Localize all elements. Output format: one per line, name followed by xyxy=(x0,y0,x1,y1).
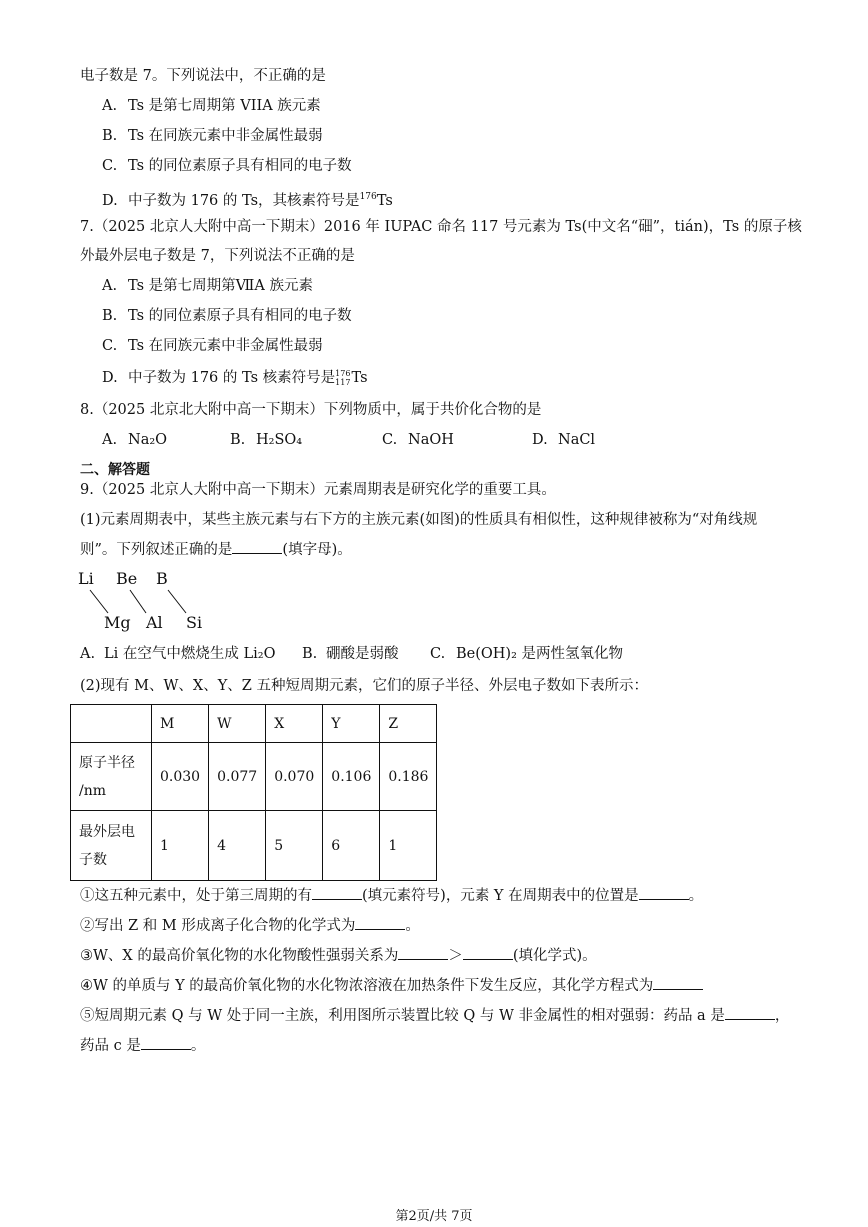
option-key: C. xyxy=(382,432,398,448)
q7-stem-line1: 7.（2025 北京人大附中高一下期末）2016 年 IUPAC 命名 117 号元素为 Ts(中文名“鿬”，tián)，Ts 的原子核 xyxy=(80,219,802,235)
option-key: C. xyxy=(430,646,446,662)
answer-blank[interactable] xyxy=(398,947,448,960)
q6-stem-tail: 电子数是 7。下列说法中，不正确的是 xyxy=(80,68,326,84)
q6-option-d[interactable] xyxy=(102,187,393,211)
q8-stem: 8.（2025 北京北大附中高一下期末）下列物质中，属于共价化合物的是 xyxy=(80,402,542,418)
atomic-number: 117 xyxy=(335,378,351,387)
text: (填元素符号)，元素 Y 在周期表中的位置是 xyxy=(362,888,639,904)
text: ②写出 Z 和 M 形成离子化合物的化学式为 xyxy=(80,918,356,934)
option-key: B. xyxy=(102,128,118,144)
option-key: D. xyxy=(102,370,118,386)
option-text: Na₂O xyxy=(128,432,168,448)
sub-question-5-cont xyxy=(80,1036,205,1056)
q8-option-c[interactable] xyxy=(382,430,454,450)
text: 。 xyxy=(190,1038,206,1054)
table-row xyxy=(71,811,437,881)
option-text: 中子数为 176 的 Ts，其核素符号是 xyxy=(128,192,360,209)
answer-blank[interactable] xyxy=(355,917,405,930)
option-key: A. xyxy=(102,98,118,114)
text: 药品 c 是 xyxy=(80,1038,141,1054)
option-text: Ts 是第七周期第ⅦA 族元素 xyxy=(128,278,313,294)
table-cell: 5 xyxy=(266,811,323,881)
q7-option-b[interactable] xyxy=(102,306,352,326)
diagonal-line xyxy=(90,590,108,613)
page-footer: 第2页/共 7页 xyxy=(395,1209,473,1224)
q7-option-c[interactable] xyxy=(102,336,323,356)
q7-option-a[interactable] xyxy=(102,276,313,296)
option-key: A. xyxy=(102,278,118,294)
label-line: 最外层电 xyxy=(79,823,135,840)
table-header-cell: Y xyxy=(323,705,380,743)
label-line: 子数 xyxy=(79,851,107,868)
text: (填字母)。 xyxy=(282,542,352,558)
table-cell: 0.077 xyxy=(209,743,266,811)
q6-option-b[interactable] xyxy=(102,126,323,146)
option-text: 中子数为 176 的 Ts 核素符号是 xyxy=(128,370,336,386)
answer-blank[interactable] xyxy=(463,947,513,960)
table-header-cell xyxy=(71,705,152,743)
text: ①这五种元素中，处于第三周期的有 xyxy=(80,888,312,904)
text: 。 xyxy=(405,918,420,934)
table-cell: 4 xyxy=(209,811,266,881)
mass-number: 176 xyxy=(335,369,351,378)
q9-part1-line2 xyxy=(80,540,352,560)
label-line: 原子半径 xyxy=(79,754,135,771)
element-data-table xyxy=(70,704,437,881)
q9-stem: 9.（2025 北京人大附中高一下期末）元素周期表是研究化学的重要工具。 xyxy=(80,482,556,498)
option-key: B. xyxy=(302,646,318,662)
option-key: C. xyxy=(102,338,118,354)
diagonal-line xyxy=(168,590,186,613)
answer-blank[interactable] xyxy=(725,1007,775,1020)
option-key: A. xyxy=(102,432,118,448)
row-label xyxy=(71,743,152,811)
text: 则”。下列叙述正确的是 xyxy=(80,542,233,558)
answer-blank[interactable] xyxy=(232,541,282,554)
text: ， xyxy=(774,1008,790,1024)
option-text: Ts 在同族元素中非金属性最弱 xyxy=(128,128,323,144)
q8-option-d[interactable] xyxy=(532,430,595,450)
option-key: B. xyxy=(102,308,118,324)
answer-blank[interactable] xyxy=(653,977,703,990)
option-text: 硼酸是弱酸 xyxy=(326,646,399,662)
element-be: Be xyxy=(116,569,138,588)
text: (填化学式)。 xyxy=(512,948,597,964)
answer-blank[interactable] xyxy=(141,1037,191,1050)
table-cell: 0.106 xyxy=(323,743,380,811)
q9-part1-line1: (1)元素周期表中，某些主族元素与右下方的主族元素(如图)的性质具有相似性，这种规律被称为“对角线规 xyxy=(80,512,758,528)
table-cell: 0.186 xyxy=(380,743,437,811)
label-line: /nm xyxy=(79,782,107,799)
diagonal-rule-diagram xyxy=(76,566,216,634)
option-text: NaOH xyxy=(408,432,454,448)
table-header-cell: X xyxy=(266,705,323,743)
q9-part2-stem: (2)现有 M、W、X、Y、Z 五种短周期元素，它们的原子半径、外层电子数如下表所示： xyxy=(80,678,648,694)
table-header-cell: W xyxy=(209,705,266,743)
element-al: Al xyxy=(146,613,163,632)
option-text: Ts 的同位素原子具有相同的电子数 xyxy=(128,158,352,174)
element-mg: Mg xyxy=(104,613,131,632)
q9-option-b[interactable] xyxy=(302,644,399,664)
option-text: H₂SO₄ xyxy=(256,432,303,448)
element-symbol: Ts xyxy=(376,192,393,209)
row-label xyxy=(71,811,152,881)
option-text: Li 在空气中燃烧生成 Li₂O xyxy=(104,646,276,662)
table-header-cell: M xyxy=(152,705,209,743)
sub-question-1 xyxy=(80,886,703,906)
option-key: A. xyxy=(80,646,96,662)
table-header-row xyxy=(71,705,437,743)
text: 。 xyxy=(688,888,704,904)
mass-number: 176 xyxy=(359,192,377,202)
answer-blank[interactable] xyxy=(312,887,362,900)
table-cell: 0.070 xyxy=(266,743,323,811)
q7-option-d[interactable] xyxy=(102,368,368,388)
table-cell: 1 xyxy=(380,811,437,881)
sub-question-3 xyxy=(80,946,597,966)
diagonal-line xyxy=(130,590,146,613)
option-key: D. xyxy=(532,432,548,448)
option-text: Ts 是第七周期第 VIIA 族元素 xyxy=(128,98,321,114)
text: ＞ xyxy=(448,948,463,964)
text: ③W、X 的最高价氧化物的水化物酸性强弱关系为 xyxy=(80,948,399,964)
option-key: B. xyxy=(230,432,246,448)
table-cell: 6 xyxy=(323,811,380,881)
sub-question-5 xyxy=(80,1006,789,1026)
element-si: Si xyxy=(186,613,203,632)
option-text: Ts 的同位素原子具有相同的电子数 xyxy=(128,308,352,324)
table-header-cell: Z xyxy=(380,705,437,743)
q7-stem-line2: 外最外层电子数是 7，下列说法不正确的是 xyxy=(80,248,355,264)
table-cell: 1 xyxy=(152,811,209,881)
sub-question-4 xyxy=(80,976,703,996)
q9-option-c[interactable] xyxy=(430,644,623,664)
option-text: Be(OH)₂ 是两性氢氧化物 xyxy=(456,646,624,662)
q9-option-a[interactable] xyxy=(80,644,275,664)
q8-option-a[interactable] xyxy=(102,430,167,450)
option-key: C. xyxy=(102,158,118,174)
nuclide-notation xyxy=(335,369,350,387)
table-cell: 0.030 xyxy=(152,743,209,811)
text: ⑤短周期元素 Q 与 W 处于同一主族，利用图所示装置比较 Q 与 W 非金属性的相对强弱：药品 a 是 xyxy=(80,1008,725,1024)
sub-question-2 xyxy=(80,916,420,936)
section-title: 二、解答题 xyxy=(80,462,150,478)
element-b: B xyxy=(156,569,168,588)
text: ④W 的单质与 Y 的最高价氧化物的水化物浓溶液在加热条件下发生反应，其化学方程式为 xyxy=(80,978,654,994)
option-text: NaCl xyxy=(558,432,596,448)
table-row xyxy=(71,743,437,811)
element-li: Li xyxy=(78,569,94,588)
element-symbol: Ts xyxy=(351,370,368,386)
q8-option-b[interactable] xyxy=(230,430,302,450)
option-text: Ts 在同族元素中非金属性最弱 xyxy=(128,338,323,354)
option-key: D. xyxy=(102,192,118,209)
q6-option-a[interactable] xyxy=(102,96,321,116)
q6-option-c[interactable] xyxy=(102,156,352,176)
answer-blank[interactable] xyxy=(639,887,689,900)
